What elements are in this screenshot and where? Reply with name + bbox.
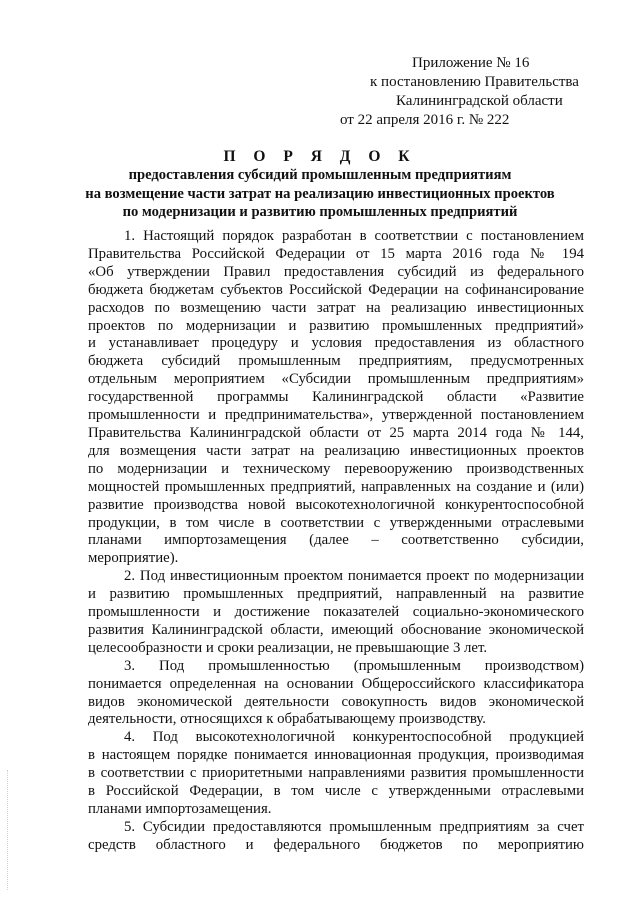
text-line: 1. Настоящий порядок разработан в соответствии с постановлением [124,228,584,244]
text-line: по модернизации и техническому перевооружению производственных [88,460,584,477]
text-line: Правительства Российской Федерации от 15 марта 2016 года № 194 [88,245,584,262]
text-line: мероприятие). [88,550,179,567]
text-line: в соответствии с приоритетными направлениями развития промышленности [88,765,584,782]
text-line: в настоящем порядке понимается инновационная продукция, производимая [88,747,584,764]
text-line: развитие производства новой высокотехнологичной конкурентоспособной [88,496,584,513]
text-line: 3. Под промышленностью (промышленным производством) [124,657,584,674]
text-line: мощностей промышленных предприятий, направленных на создание и (или) [88,478,584,495]
text-line: проектов по модернизации и развитию промышленных предприятий» [88,317,584,334]
text-line: целесообразности и сроки реализации, не превышающие 3 лет. [88,639,488,656]
text-line: промышленности и предпринимательства», утвержденной постановлением [88,407,584,424]
text-line: для возмещения части затрат на реализацию инвестиционных проектов [88,442,584,459]
text-line: Правительства Калининградской области от 25 марта 2014 года № 144, [88,424,584,441]
text-line: «Об утверждении Правил предоставления субсидий из федерального [88,263,584,280]
text-line: бюджета бюджетам субъектов Российской Федерации на софинансирование [88,281,584,298]
text-line: и развитию промышленных предприятий, направленный на развитие [88,586,584,603]
document-body [88,228,584,855]
text-line: отдельным мероприятием «Субсидии промышленным предприятиям» [88,371,584,388]
document-title: П О Р Я Д О К [223,148,417,165]
text-line: понимается определенная на основании Общероссийского классификатора [88,675,584,692]
appendix-header [340,54,590,130]
text-line: планами импортозамещения. [88,801,272,817]
text-line: и устанавливает процедуру и условия предоставления из областного [88,335,584,352]
subtitle-line: на возмещение части затрат на реализацию инвестиционных проектов [85,185,555,202]
subtitle-line: предоставления субсидий промышленным предприятиям [128,167,512,183]
text-line: деятельности, относящихся к обрабатывающему производству. [88,711,486,728]
subtitle-line: по модернизации и развитию промышленных предприятий [122,204,518,220]
paragraph-3 [88,658,584,730]
text-line: 4. Под высокотехнологичной конкурентоспособной продукцией [124,729,584,746]
text-line: планами импортозамещения (далее – соответственно субсидии, [88,532,584,549]
text-line: промышленности и достижение показателей социально-экономического [88,604,584,621]
text-line: развития Калининградской области, имеющий обоснование экономической [88,621,584,638]
text-line: расходов по возмещению части затрат на реализацию инвестиционных [88,299,584,316]
appendix-date: от 22 апреля 2016 г. № 222 [340,112,510,128]
scan-edge-mark [7,770,10,890]
appendix-resolution-ref: к постановлению Правительства [370,74,579,90]
text-line: видов экономической деятельности совокупность видов экономической [88,693,584,710]
appendix-number: Приложение № 16 [412,55,530,71]
appendix-region: Калининградской области [396,93,563,109]
paragraph-4 [88,729,584,819]
paragraph-5 [88,819,584,855]
text-line: средств областного и федерального бюджетов по мероприятию [88,836,584,853]
text-line: в Российской Федерации, в том числе с утвержденными отраслевыми [88,783,584,800]
text-line: 5. Субсидии предоставляются промышленным предприятиям за счет [124,818,584,835]
text-line: продукции, в том числе в соответствии с утвержденными отраслевыми [88,514,584,531]
text-line: бюджета субсидий промышленным предприятиям, предусмотренных [88,353,584,370]
text-line: государственной программы Калининградской области «Развитие [88,389,584,406]
paragraph-2 [88,568,584,658]
document-subtitle [60,166,580,222]
paragraph-1 [88,228,584,568]
text-line: 2. Под инвестиционным проектом понимается проект по модернизации [124,568,584,585]
